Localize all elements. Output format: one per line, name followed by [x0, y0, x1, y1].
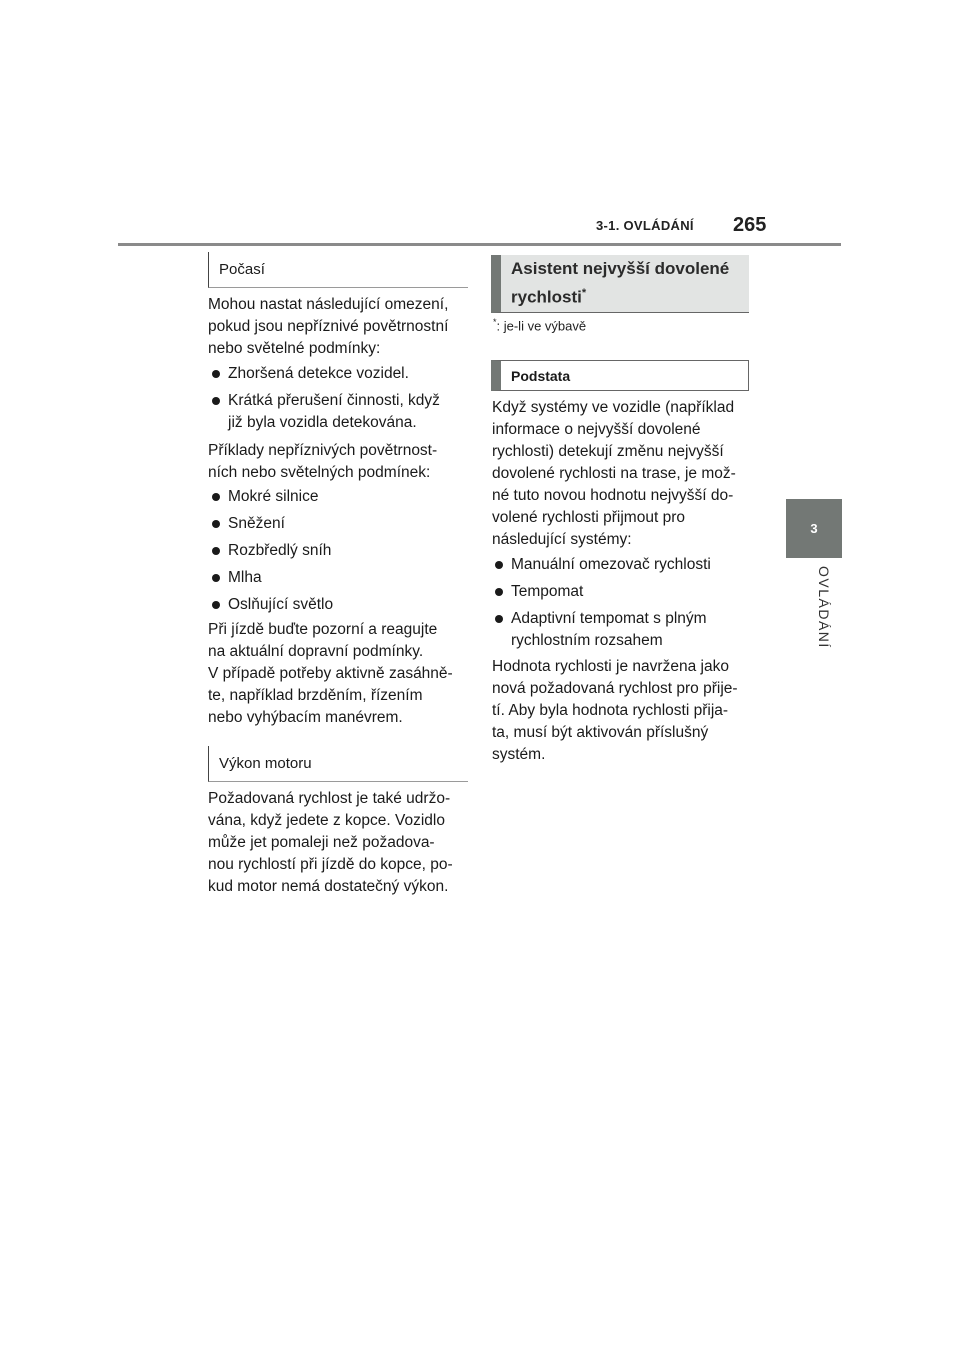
- systems-list: [493, 554, 755, 652]
- section-heading: [491, 255, 749, 313]
- basics-subheading-label: Podstata: [511, 367, 571, 384]
- weather-intro: Mohou nastat následující omezení, pokud jsou nepříznivé povětrnostní nebo světelné podmínky:: [208, 296, 449, 357]
- bullet-icon: [212, 397, 220, 405]
- list-item: Zhoršená detekce vozidel.: [210, 363, 480, 385]
- list-item: Mokré silnice: [210, 486, 480, 508]
- list-item: Rozbředlý sníh: [210, 540, 480, 562]
- bullet-icon: [212, 547, 220, 555]
- engine-subheading: [208, 746, 468, 782]
- equipment-footnote: *: je-li ve výbavě: [493, 317, 587, 334]
- basics-subheading: [491, 360, 749, 391]
- bullet-icon: [495, 588, 503, 596]
- section-title: 3-1. OVLÁDÁNÍ: [596, 218, 694, 233]
- weather-subheading: [208, 252, 468, 288]
- bullet-icon: [212, 493, 220, 501]
- weather-subheading-label: Počasí: [219, 261, 265, 278]
- chapter-number: 3: [810, 521, 818, 536]
- bullet-icon: [495, 615, 503, 623]
- list-item: Mlha: [210, 567, 480, 589]
- bullet-icon: [212, 370, 220, 378]
- basics-text: Když systémy ve vozidle (například informace o nejvyšší dovolené rychlosti) detekují změnu nejvyšší dovolené rychlosti na trase, je mož- né tuto novou hodnotu nejvyšší do- volené rychlosti přijmout pro následující systémy:: [492, 399, 736, 548]
- section-heading-line1: Asistent nejvyšší dovolené: [511, 259, 730, 279]
- bullet-icon: [212, 574, 220, 582]
- chapter-label: OVLÁDÁNÍ: [816, 566, 832, 649]
- bullet-icon: [495, 561, 503, 569]
- list-item: Oslňující světlo: [210, 594, 480, 616]
- bullet-icon: [212, 601, 220, 609]
- examples-text: Příklady nepříznivých povětrnost- ních nebo světelných podmínek:: [208, 442, 438, 481]
- conditions-list: [210, 486, 480, 616]
- engine-text: Požadovaná rychlost je také udržo- vána, když jedete z kopce. Vozidlo může jet pomaleji než požadova- nou rychlostí při jízdě do kopce, po- kud motor nemá dostatečný výkon.: [208, 790, 453, 895]
- list-item: Tempomat: [493, 581, 755, 603]
- list-item: Adaptivní tempomat s plným rychlostním rozsahem: [493, 608, 755, 652]
- limitations-list: [210, 363, 480, 434]
- chapter-tab: [786, 499, 842, 558]
- header-divider: [118, 243, 841, 246]
- list-item: Krátká přerušení činnosti, když již byla vozidla detekována.: [210, 390, 480, 434]
- list-item: Sněžení: [210, 513, 480, 535]
- bullet-icon: [212, 520, 220, 528]
- page-number: 265: [733, 214, 767, 236]
- list-item: Manuální omezovač rychlosti: [493, 554, 755, 576]
- advice-text: Při jízdě buďte pozorní a reagujte na aktuální dopravní podmínky. V případě potřeby aktivně zasáhně- te, například brzděním, řízením nebo vyhýbacím manévrem.: [208, 621, 453, 726]
- engine-subheading-label: Výkon motoru: [219, 755, 312, 772]
- closing-text: Hodnota rychlosti je navržena jako nová požadovaná rychlost pro přije- tí. Aby byla hodnota rychlosti přija- ta, musí být aktivován příslušný systém.: [492, 658, 738, 763]
- section-heading-line2: rychlosti*: [511, 287, 587, 307]
